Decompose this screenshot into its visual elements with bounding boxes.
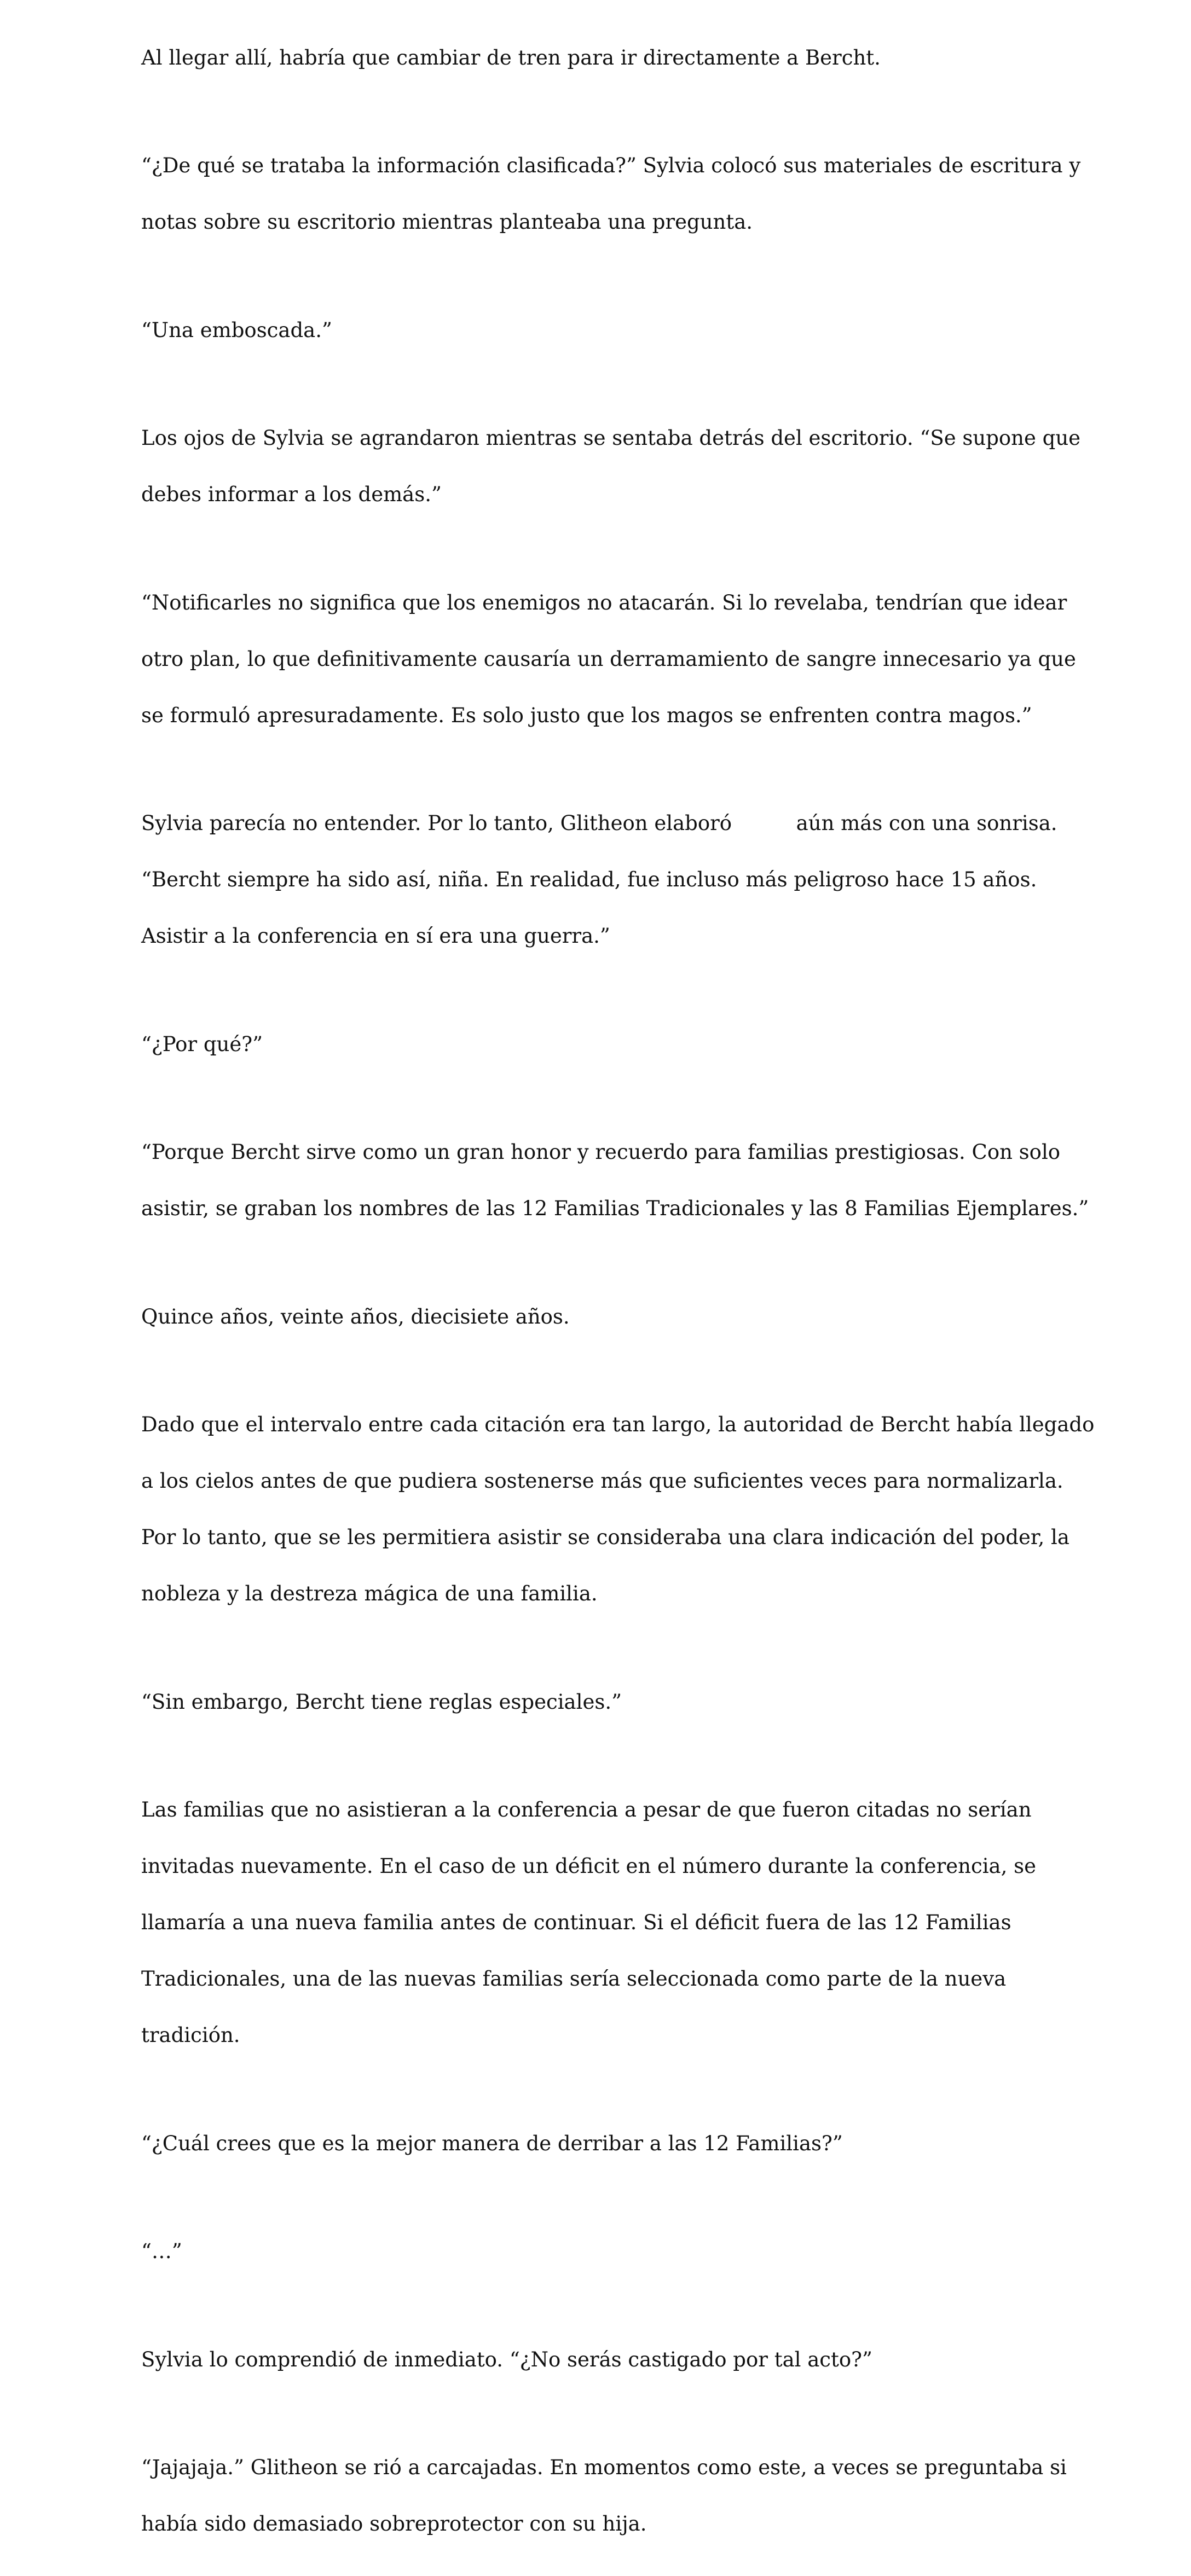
text-line: Tradicionales, una de las nuevas familias sería seleccionada como parte de la nueva — [141, 1967, 1007, 1991]
paragraph — [141, 1660, 1072, 1744]
paragraph — [141, 1110, 1089, 1251]
paragraph — [141, 2101, 1072, 2186]
document-page — [141, 15, 1095, 2576]
text-line: se formuló apresuradamente. Es solo justo que los magos se enfrenten contra magos.” — [141, 703, 1032, 727]
paragraph — [141, 288, 1072, 373]
text-line: “Una emboscada.” — [141, 318, 332, 342]
paragraph — [141, 1383, 1095, 1637]
text-line: Al llegar allí, habría que cambiar de tren para ir directamente a Bercht. — [141, 45, 881, 69]
text-line: Sylvia lo comprendió de inmediato. “¿No serás castigado por tal acto?” — [141, 2347, 872, 2371]
text-line: otro plan, lo que definitivamente causaría un derramamiento de sangre innecesario ya que — [141, 647, 1076, 671]
text-line: “…” — [141, 2240, 182, 2263]
text-line: Sylvia parecía no entender. Por lo tanto, Glitheon elaboró aún más con una sonrisa. — [141, 811, 1057, 835]
text-line: Quince años, veinte años, diecisiete años. — [141, 1304, 570, 1328]
text-line: nobleza y la destreza mágica de una familia. — [141, 1582, 598, 1605]
text-line: tradición. — [141, 2023, 240, 2047]
text-line: invitadas nuevamente. En el caso de un déficit en el número durante la conferencia, se — [141, 1854, 1037, 1878]
paragraph — [141, 781, 1072, 979]
text-line: “¿Cuál crees que es la mejor manera de derribar a las 12 Familias?” — [141, 2131, 843, 2155]
paragraph — [141, 1274, 1072, 1359]
paragraph — [141, 124, 1081, 265]
paragraph — [141, 2426, 1072, 2567]
text-line: Las familias que no asistieran a la conferencia a pesar de que fueron citadas no serían — [141, 1798, 1032, 1821]
paragraph — [141, 396, 1081, 537]
text-line: Los ojos de Sylvia se agrandaron mientras se sentaba detrás del escritorio. “Se supone que — [141, 426, 1081, 450]
text-line: asistir, se graban los nombres de las 12 Familias Tradicionales y las 8 Familias Ejemplares.” — [141, 1197, 1089, 1220]
paragraph — [141, 2317, 1072, 2402]
paragraph — [141, 560, 1076, 758]
text-line: notas sobre su escritorio mientras planteaba una pregunta. — [141, 210, 753, 234]
text-line: a los cielos antes de que pudiera sostenerse más que suficientes veces para normalizarla. — [141, 1469, 1063, 1493]
paragraph — [141, 2209, 1072, 2294]
paragraph — [141, 1002, 1072, 1087]
paragraph — [141, 15, 1072, 100]
paragraph — [141, 1768, 1072, 2078]
text-line: Asistir a la conferencia en sí era una guerra.” — [141, 924, 610, 948]
text-line: “Bercht siempre ha sido así, niña. En realidad, fue incluso más peligroso hace 15 años. — [141, 868, 1037, 891]
text-line: había sido demasiado sobreprotector con su hija. — [141, 2512, 647, 2536]
text-line: debes informar a los demás.” — [141, 483, 442, 506]
text-line: llamaría a una nueva familia antes de continuar. Si el déficit fuera de las 12 Familias — [141, 1911, 1011, 1934]
text-line: Dado que el intervalo entre cada citación era tan largo, la autoridad de Bercht había llegado — [141, 1413, 1095, 1436]
text-line: “Sin embargo, Bercht tiene reglas especiales.” — [141, 1690, 622, 1714]
text-line: “Notificarles no significa que los enemigos no atacarán. Si lo revelaba, tendrían que idear — [141, 590, 1067, 614]
text-line: “Jajajaja.” Glitheon se rió a carcajadas. En momentos como este, a veces se preguntaba si — [141, 2456, 1067, 2479]
text-line: “Porque Bercht sirve como un gran honor y recuerdo para familias prestigiosas. Con solo — [141, 1140, 1061, 1164]
text-line: Por lo tanto, que se les permitiera asistir se consideraba una clara indicación del poder, la — [141, 1525, 1069, 1549]
text-line: “¿De qué se trataba la información clasificada?” Sylvia colocó sus materiales de escritura y — [141, 154, 1081, 177]
text-line: “¿Por qué?” — [141, 1032, 263, 1056]
